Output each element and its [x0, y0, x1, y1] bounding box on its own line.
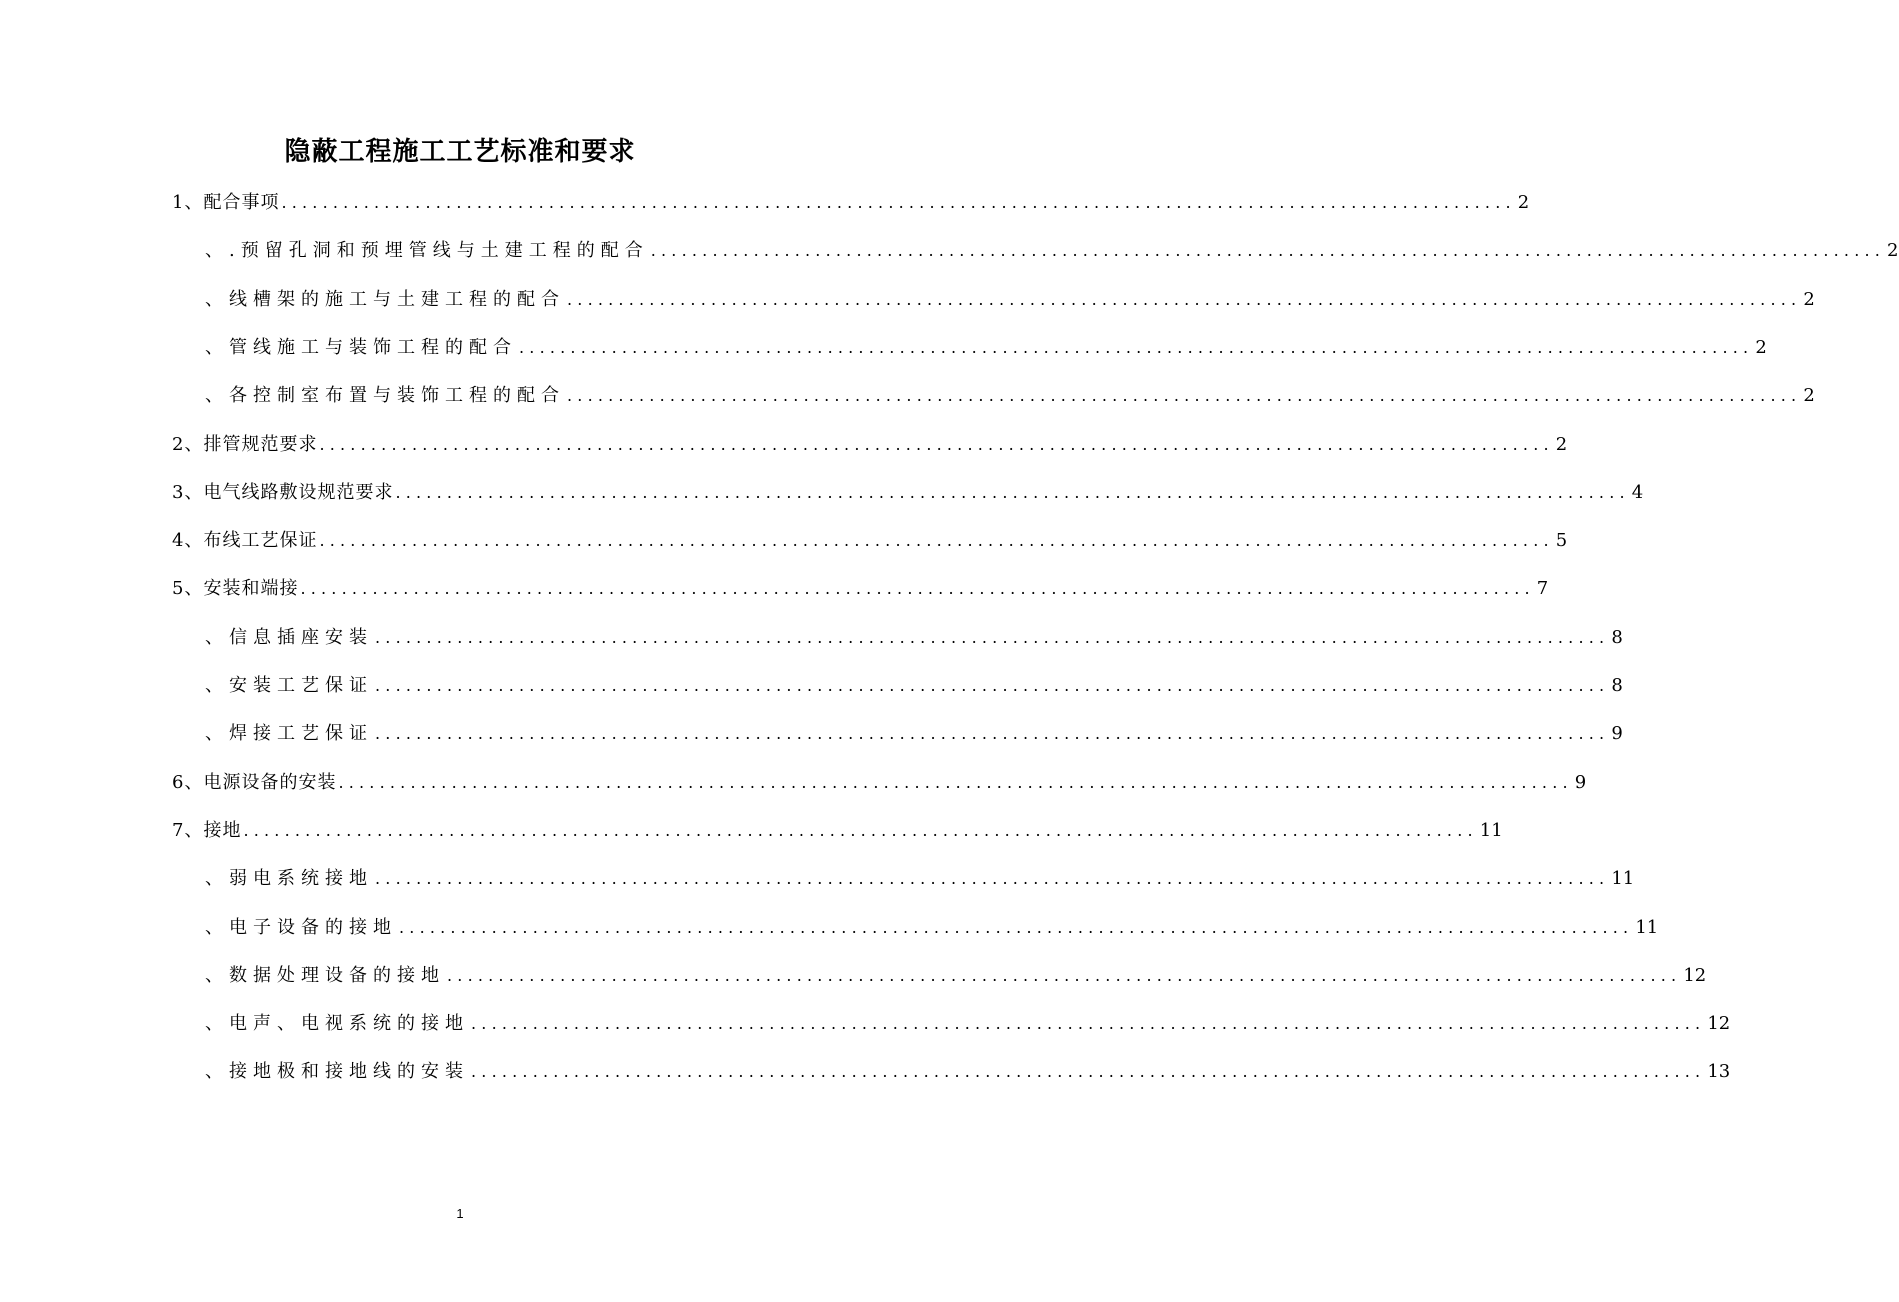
toc-entry-page: 13 — [1707, 1061, 1731, 1083]
document-title: 隐蔽工程施工工艺标准和要求 — [284, 137, 636, 168]
toc-entry-label: 、信息插座安装 — [205, 626, 373, 648]
toc-chapter-entry[interactable] — [172, 523, 1568, 553]
toc-section-entry[interactable] — [205, 282, 1815, 312]
toc-entry-page: 9 — [1611, 723, 1623, 745]
toc-chapter-entry[interactable] — [172, 475, 1644, 505]
toc-section-entry[interactable] — [205, 958, 1707, 988]
toc-entry-page: 2 — [1517, 192, 1530, 213]
toc-entry-label: 、数据处理设备的接地 — [205, 964, 445, 986]
toc-dot-leader: ........................................................................................................................ — [471, 1062, 1706, 1082]
toc-entry-page: 8 — [1611, 626, 1623, 648]
toc-entry-label: 2、排管规范要求 — [172, 433, 318, 455]
toc-entry-page: 2 — [1803, 385, 1815, 407]
toc-entry-page: 12 — [1707, 1013, 1731, 1035]
toc-section-entry[interactable] — [205, 330, 1767, 360]
toc-entry-page: 11 — [1611, 868, 1635, 890]
toc-dot-leader: ........................................................................................................................ — [319, 434, 1554, 454]
toc-dot-leader: ........................................................................................................................ — [519, 337, 1754, 357]
toc-entry-page: 7 — [1536, 578, 1549, 600]
toc-entry-label: 、电子设备的接地 — [205, 916, 397, 938]
toc-chapter-entry[interactable] — [172, 765, 1587, 795]
toc-entry-label: 、弱电系统接地 — [205, 868, 373, 890]
toc-entry-page: 8 — [1611, 675, 1623, 696]
toc-entry-page: 9 — [1574, 771, 1587, 793]
toc-section-entry[interactable] — [205, 861, 1635, 891]
toc-dot-leader: ........................................................................................................................ — [395, 482, 1630, 502]
toc-entry-label: 1、配合事项 — [172, 192, 280, 213]
toc-dot-leader: ........................................................................................................................ — [300, 579, 1535, 599]
toc-entry-page: 2 — [1755, 336, 1767, 358]
toc-entry-label: 、电声、电视系统的接地 — [205, 1013, 469, 1035]
toc-dot-leader: ........................................................................................................................ — [471, 1014, 1706, 1034]
toc-entry-label: 、安装工艺保证 — [205, 675, 373, 696]
toc-entry-label: 3、电气线路敷设规范要求 — [172, 481, 394, 503]
toc-section-entry[interactable] — [205, 910, 1659, 940]
toc-entry-page: 2 — [1555, 433, 1568, 455]
toc-dot-leader: ........................................................................................................................ — [375, 627, 1610, 647]
toc-dot-leader: ........................................................................................................................ — [243, 820, 1478, 840]
toc-chapter-entry[interactable] — [172, 427, 1568, 457]
toc-dot-leader: ........................................................................................................................ — [319, 531, 1554, 551]
toc-entry-page: 5 — [1555, 530, 1568, 552]
toc-dot-leader: ........................................................................................................................ — [375, 869, 1610, 889]
toc-entry-label: 7、接地 — [172, 819, 242, 841]
toc-dot-leader: ........................................................................................................................ — [375, 724, 1610, 744]
toc-dot-leader: ........................................................................................................................ — [338, 772, 1573, 792]
toc-section-entry[interactable] — [205, 1054, 1731, 1084]
toc-section-entry[interactable] — [205, 668, 1623, 698]
toc-dot-leader: ........................................................................................................................ — [399, 917, 1634, 937]
toc-section-entry[interactable] — [205, 1006, 1731, 1036]
toc-section-entry[interactable] — [205, 233, 1899, 263]
toc-entry-page: 12 — [1683, 964, 1707, 986]
toc-entry-label: 、各控制室布置与装饰工程的配合 — [205, 385, 565, 407]
toc-entry-label: 、.预留孔洞和预埋管线与土建工程的配合 — [205, 240, 649, 262]
toc-dot-leader: ........................................................................................................................ — [650, 241, 1886, 261]
toc-section-entry[interactable] — [205, 620, 1623, 650]
toc-chapter-entry[interactable] — [172, 185, 1530, 215]
toc-dot-leader: ........................................................................................................................ — [567, 386, 1802, 406]
toc-chapter-entry[interactable] — [172, 813, 1503, 843]
toc-dot-leader: ........................................................................................................................ — [375, 676, 1610, 695]
toc-entry-label: 5、安装和端接 — [172, 578, 299, 600]
toc-entry-page: 2 — [1803, 288, 1815, 310]
page-number: 1 — [456, 1206, 464, 1221]
toc-dot-leader: ........................................................................................................................ — [447, 965, 1682, 985]
toc-entry-label: 、线槽架的施工与土建工程的配合 — [205, 288, 565, 310]
toc-entry-label: 、接地极和接地线的安装 — [205, 1061, 469, 1083]
toc-section-entry[interactable] — [205, 716, 1623, 746]
toc-chapter-entry[interactable] — [172, 571, 1549, 601]
toc-entry-page: 11 — [1479, 819, 1503, 841]
toc-entry-page: 2 — [1887, 240, 1899, 262]
toc-entry-label: 6、电源设备的安装 — [172, 771, 337, 793]
toc-section-entry[interactable] — [205, 378, 1815, 408]
toc-dot-leader: ........................................................................................................................ — [567, 289, 1802, 309]
toc-entry-page: 11 — [1635, 916, 1659, 938]
toc-dot-leader: ........................................................................................................................ — [281, 193, 1516, 212]
toc-entry-label: 4、布线工艺保证 — [172, 530, 318, 552]
toc-entry-label: 、焊接工艺保证 — [205, 723, 373, 745]
toc-entry-page: 4 — [1631, 481, 1644, 503]
toc-entry-label: 、管线施工与装饰工程的配合 — [205, 336, 517, 358]
